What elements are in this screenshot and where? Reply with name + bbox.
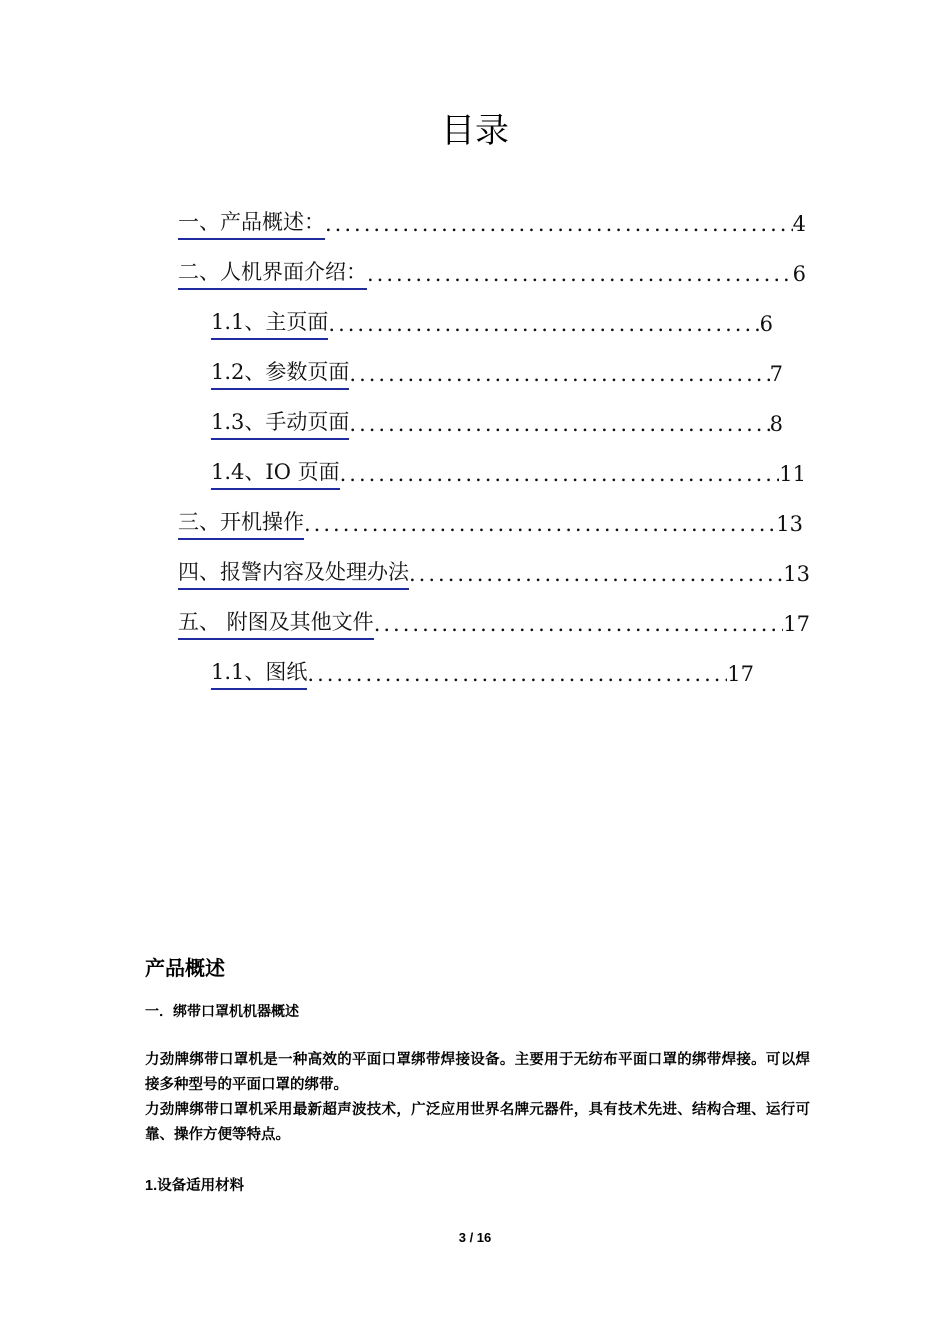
toc-entry-page: 8	[769, 412, 783, 436]
toc-entry-page: 13	[783, 562, 810, 586]
toc-entry-label[interactable]: 三、开机操作	[178, 506, 304, 540]
toc-entry-label[interactable]: 四、报警内容及处理办法	[178, 556, 409, 590]
toc-entry-main-page[interactable]	[211, 300, 773, 340]
toc-entry-label[interactable]: 1.1、主页面	[211, 306, 328, 340]
toc-dot-leader	[304, 512, 776, 540]
toc-dot-leader	[374, 612, 784, 640]
toc-entry-product-overview[interactable]	[178, 200, 806, 240]
toc-entry-label[interactable]: 二、人机界面介绍：	[178, 256, 367, 290]
toc-title: 目录	[441, 111, 509, 151]
list-heading: 1.设备适用材料	[145, 1178, 245, 1194]
toc-dot-leader	[328, 312, 759, 340]
toc-entry-io-page[interactable]	[211, 450, 806, 490]
section-heading: 产品概述	[145, 958, 225, 980]
toc-entry-page: 7	[769, 362, 783, 386]
toc-dot-leader	[340, 462, 780, 490]
toc-entry-label[interactable]: 1.1、图纸	[211, 656, 307, 690]
toc-entry-page: 4	[792, 212, 806, 236]
toc-entry-parameter-page[interactable]	[211, 350, 783, 390]
toc-dot-leader	[349, 362, 769, 390]
body-paragraph: 力劲牌绑带口罩机采用最新超声波技术，广泛应用世界名牌元器件，具有技术先进、结构合理、运行可靠、操作方便等特点。	[145, 1102, 810, 1143]
toc-entry-manual-page[interactable]	[211, 400, 783, 440]
toc-entry-page: 13	[776, 512, 803, 536]
toc-entry-alarms[interactable]	[178, 550, 810, 590]
toc-dot-leader	[409, 562, 783, 590]
toc-entry-label[interactable]: 1.2、参数页面	[211, 356, 349, 390]
toc-entry-label[interactable]: 1.3、手动页面	[211, 406, 349, 440]
sub-heading: 一．绑带口罩机机器概述	[145, 1003, 299, 1019]
toc-entry-appendix[interactable]	[178, 600, 810, 640]
body-paragraph: 力劲牌绑带口罩机是一种高效的平面口罩绑带焊接设备。主要用于无纺布平面口罩的绑带焊接。可以焊接多种型号的平面口罩的绑带。	[145, 1052, 810, 1093]
page-indicator: 3 / 16	[458, 1230, 492, 1245]
toc-entry-hmi-intro[interactable]	[178, 250, 806, 290]
toc-entry-label[interactable]: 五、 附图及其他文件	[178, 606, 374, 640]
toc-dot-leader	[307, 662, 727, 690]
toc-entry-page: 17	[783, 612, 810, 636]
toc-entry-label[interactable]: 1.4、IO 页面	[211, 456, 340, 490]
toc-entry-drawings[interactable]	[211, 650, 754, 690]
toc-dot-leader	[349, 412, 769, 440]
toc-entry-startup[interactable]	[178, 500, 803, 540]
toc-dot-leader	[325, 212, 793, 240]
toc-entry-page: 11	[779, 462, 806, 486]
toc-entry-page: 6	[792, 262, 806, 286]
toc-entry-label[interactable]: 一、产品概述：	[178, 206, 325, 240]
toc-dot-leader	[367, 262, 793, 290]
toc-entry-page: 17	[727, 662, 754, 686]
toc-entry-page: 6	[759, 312, 773, 336]
